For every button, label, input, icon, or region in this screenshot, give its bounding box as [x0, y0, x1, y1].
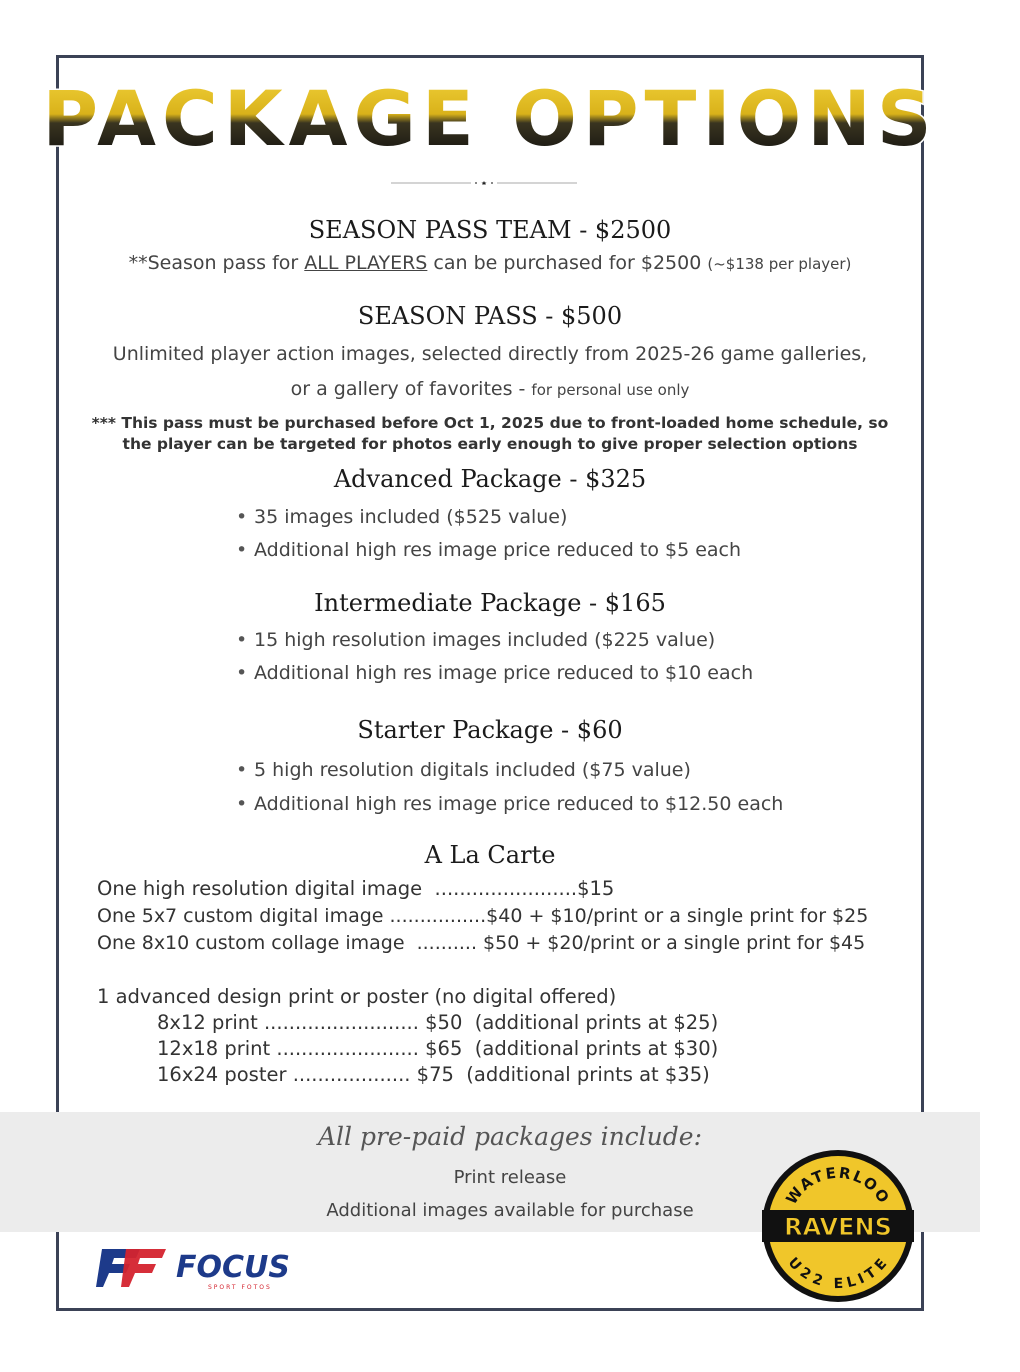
- page-title: Package Options: [42, 74, 938, 163]
- badge-top-text: WATERLOO: [782, 1163, 894, 1208]
- list-item: • Additional high res image price reduced to $12.50 each: [236, 793, 784, 815]
- advanced-print-line-2: 12x18 print ....................... $65 (additional prints at $30): [157, 1037, 719, 1060]
- band-line-2: Additional images available for purchase: [326, 1200, 694, 1221]
- advanced-item-1: 35 images included ($525 value): [254, 506, 568, 528]
- advanced-item-2: Additional high res image price reduced to $5 each: [254, 539, 742, 561]
- a-la-carte-line-3: One 8x10 custom collage image .......... $50 + $20/print or a single print for $45: [97, 932, 866, 954]
- advanced-print-line-1: 8x12 print ......................... $50 (additional prints at $25): [157, 1011, 719, 1034]
- band-line-1: Print release: [453, 1167, 567, 1188]
- badge-bottom-text: U22 ELITE: [784, 1254, 892, 1293]
- season-pass-heading: SEASON PASS - $500: [357, 302, 623, 330]
- ff-mark-icon: [96, 1249, 166, 1287]
- season-team-desc-prefix: **Season pass for: [128, 252, 305, 274]
- list-item: • 5 high resolution digitals included ($75 value): [236, 759, 691, 781]
- badge-mid-text: RAVENS: [784, 1213, 892, 1241]
- advanced-heading: Advanced Package - $325: [333, 465, 647, 493]
- season-pass-line2-small: for personal use only: [531, 381, 690, 399]
- season-pass-line1: Unlimited player action images, selected directly from 2025-26 game galleries,: [112, 343, 868, 365]
- a-la-carte-line-2: One 5x7 custom digital image ................$40 + $10/print or a single print for $25: [97, 905, 869, 927]
- season-pass-note1: *** This pass must be purchased before Oct 1, 2025 due to front-loaded home schedule, so: [91, 414, 889, 432]
- season-team-heading: SEASON PASS TEAM - $2500: [308, 216, 672, 244]
- star-icon: [482, 181, 487, 185]
- starter-item-1: 5 high resolution digitals included ($75 value): [254, 759, 691, 781]
- list-item: • 35 images included ($525 value): [236, 506, 568, 528]
- season-team-per-player: (~$138 per player): [707, 255, 852, 273]
- season-team-desc-suffix: can be purchased for $2500: [427, 252, 702, 274]
- title-divider: [298, 181, 670, 185]
- all-players-link[interactable]: ALL PLAYERS: [304, 252, 428, 274]
- season-team-description: [0, 252, 980, 274]
- a-la-carte-line-1: One high resolution digital image .......................$15: [97, 877, 615, 900]
- season-pass-line2-main: or a gallery of favorites -: [290, 378, 532, 400]
- advanced-print-line-3: 16x24 poster ................... $75 (additional prints at $35): [157, 1063, 710, 1086]
- focus-logo-subtext: SPORT FOTOS: [208, 1284, 272, 1291]
- list-item: • Additional high res image price reduced to $5 each: [236, 539, 742, 561]
- focus-sport-fotos-logo: [96, 1245, 301, 1293]
- list-item: • Additional high res image price reduced to $10 each: [236, 662, 754, 684]
- intermediate-item-1: 15 high resolution images included ($225 value): [254, 629, 716, 651]
- a-la-carte-heading: A La Carte: [424, 841, 556, 869]
- intermediate-heading: Intermediate Package - $165: [314, 589, 666, 617]
- waterloo-ravens-badge: [760, 1148, 916, 1304]
- season-pass-note2: the player can be targeted for photos early enough to give proper selection options: [122, 435, 858, 453]
- advanced-print-heading: 1 advanced design print or poster (no digital offered): [97, 985, 617, 1008]
- season-pass-line2: [0, 378, 980, 400]
- band-title: All pre-paid packages include:: [318, 1122, 702, 1151]
- starter-heading: Starter Package - $60: [357, 716, 623, 744]
- intermediate-item-2: Additional high res image price reduced to $10 each: [254, 662, 754, 684]
- focus-logo-text: FOCUS: [176, 1250, 290, 1285]
- starter-item-2: Additional high res image price reduced to $12.50 each: [254, 793, 784, 815]
- list-item: • 15 high resolution images included ($225 value): [236, 629, 716, 651]
- page-title-graphic: [42, 65, 938, 170]
